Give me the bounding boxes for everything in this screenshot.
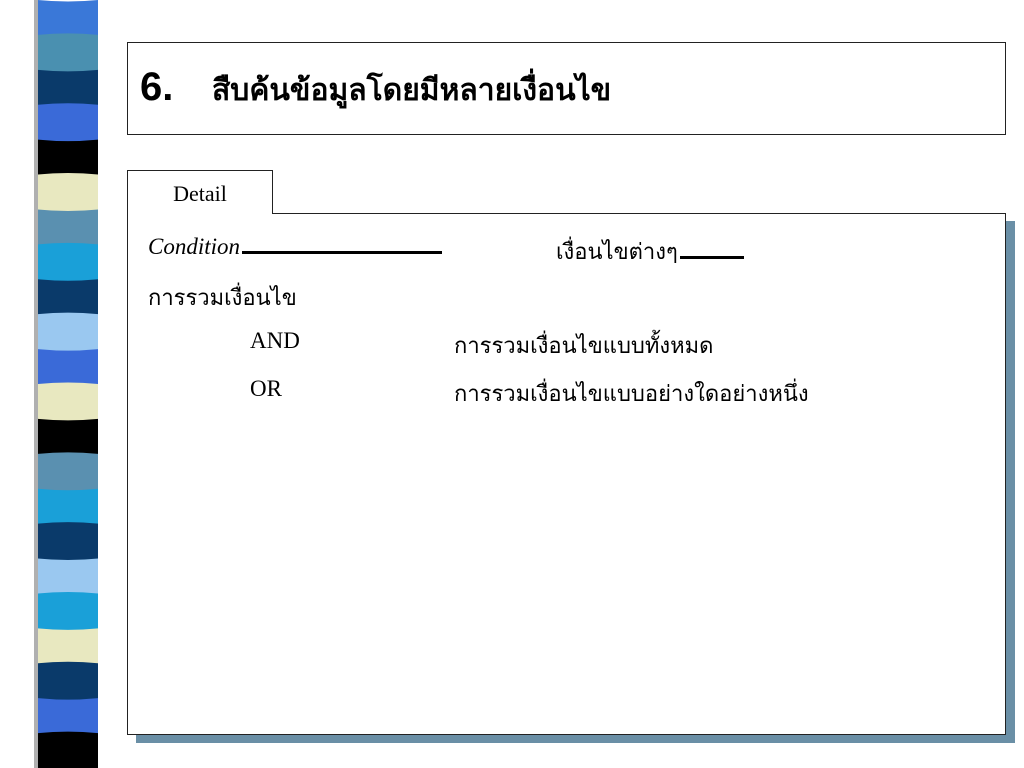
stripe-edge (34, 0, 38, 768)
condition-blank (242, 251, 442, 254)
stripe-graphic (34, 0, 98, 768)
condition-label: Condition (148, 234, 241, 259)
stripe-segment (38, 209, 98, 245)
stripe-segment (38, 452, 98, 491)
stripe-segment (38, 628, 98, 664)
combine-heading: การรวมเงื่อนไข (148, 286, 297, 311)
stripe-segment (38, 140, 98, 176)
and-desc: การรวมเงื่อนไขแบบทั้งหมด (454, 334, 714, 359)
title-number: 6. (140, 65, 174, 109)
stripe-segment (38, 33, 98, 72)
condition-row (148, 234, 442, 260)
condition-desc-row (556, 234, 744, 269)
stripe-segment (38, 522, 98, 561)
stripe-segment (38, 419, 98, 455)
stripe-segment (38, 279, 98, 315)
tab-detail[interactable]: Detail (127, 170, 273, 214)
stripe-segment (38, 383, 98, 422)
condition-desc: เงื่อนไขต่างๆ (556, 240, 678, 265)
stripe-segment (38, 698, 98, 734)
condition-desc-blank (680, 256, 744, 259)
title-box (127, 42, 1006, 135)
stripe-segment (38, 313, 98, 352)
stripe-segment (38, 103, 98, 142)
stripe-segment (38, 0, 98, 36)
or-label: OR (250, 376, 282, 401)
stripe-segment (38, 592, 98, 631)
detail-panel (127, 213, 1006, 735)
stripe-segment (38, 489, 98, 525)
stripe-segment (38, 173, 98, 212)
stripe-segment (38, 732, 98, 768)
stripe-segment (38, 349, 98, 385)
page-title: สืบค้นข้อมูลโดยมีหลายเงื่อนไข (212, 73, 612, 108)
and-label: AND (250, 328, 300, 353)
decorative-stripe-bar (34, 0, 98, 768)
or-desc: การรวมเงื่อนไขแบบอย่างใดอย่างหนึ่ง (454, 382, 809, 407)
stripe-segment (38, 662, 98, 701)
stripe-segment (38, 70, 98, 106)
stripe-segment (38, 243, 98, 282)
stripe-segment (38, 559, 98, 595)
